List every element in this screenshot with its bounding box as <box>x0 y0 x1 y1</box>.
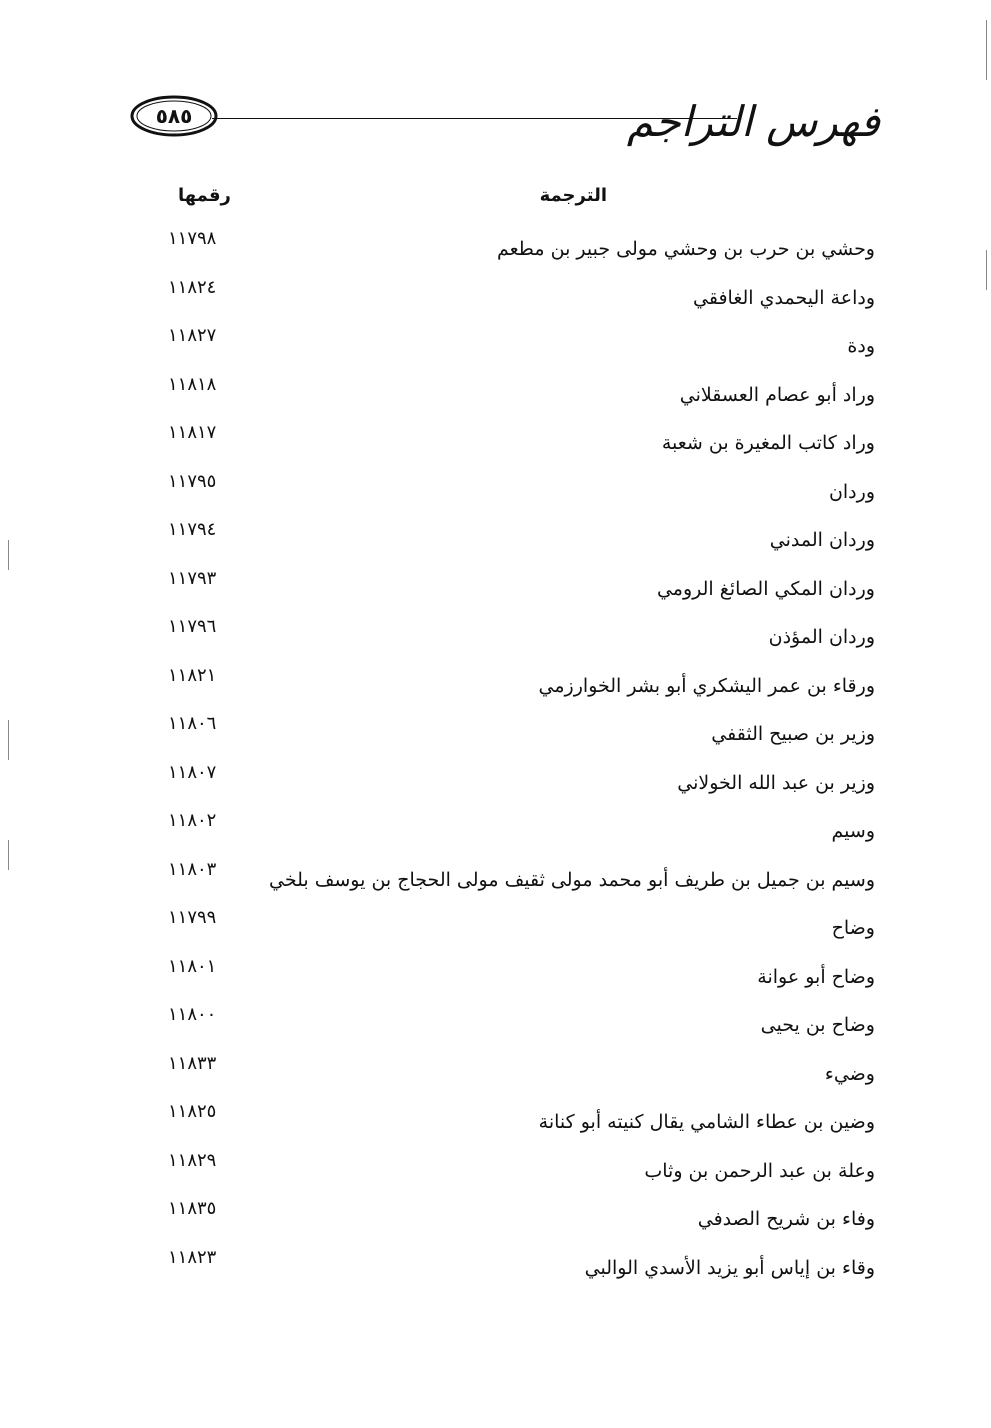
margin-mark <box>986 20 987 80</box>
entry-name: وردان المدني <box>769 529 875 551</box>
entry-name: وزير بن عبد الله الخولاني <box>677 771 875 794</box>
list-item <box>130 705 875 754</box>
entry-name: وضاح أبو عوانة <box>757 965 875 988</box>
entry-name: وردان <box>828 480 875 503</box>
entry-number: ١١٨٠٧ <box>168 761 217 783</box>
entry-number: ١١٧٩٥ <box>168 470 217 492</box>
list-item <box>130 560 875 609</box>
list-item <box>130 851 875 900</box>
list-item <box>130 802 875 851</box>
list-item <box>130 1093 875 1142</box>
list-item <box>130 463 875 512</box>
list-item <box>130 754 875 803</box>
page-title: فهرس التراجم <box>626 97 880 146</box>
entry-name: وضيء <box>824 1062 875 1085</box>
entry-number: ١١٨٣٥ <box>168 1198 217 1219</box>
entry-number: ١١٨٢٤ <box>168 276 217 298</box>
entry-number: ١١٧٩٣ <box>168 567 217 589</box>
column-header-number: رقمها <box>178 185 231 206</box>
list-item <box>130 657 875 706</box>
list-item <box>130 269 875 318</box>
entry-name: وداعة اليحمدي الغافقي <box>693 286 875 309</box>
entry-number: ١١٨٣٣ <box>168 1052 217 1074</box>
list-item <box>130 948 875 997</box>
list-item <box>130 511 875 560</box>
entry-name: ودة <box>847 335 875 357</box>
entry-number: ١١٨٢٥ <box>168 1101 217 1122</box>
entry-list <box>130 220 875 1287</box>
entry-name: وسيم <box>831 820 875 842</box>
entry-number: ١١٨٢١ <box>168 664 217 686</box>
entry-number: ١١٨٠٣ <box>168 858 217 880</box>
entry-name: وفاء بن شريح الصدفي <box>697 1208 875 1230</box>
entry-number: ١١٨١٧ <box>168 422 217 443</box>
entry-number: ١١٧٩٤ <box>168 519 217 540</box>
entry-number: ١١٧٩٨ <box>168 228 217 249</box>
header-rule <box>212 118 737 119</box>
margin-mark <box>986 250 987 290</box>
entry-number: ١١٨٠١ <box>168 955 217 977</box>
entry-number: ١١٨١٨ <box>168 373 217 395</box>
list-item <box>130 1190 875 1239</box>
entry-number: ١١٨٢٩ <box>168 1149 217 1171</box>
entry-name: وراد أبو عصام العسقلاني <box>679 383 875 406</box>
page-header <box>120 88 880 168</box>
list-item <box>130 366 875 415</box>
margin-mark <box>8 720 9 760</box>
entry-name: وحشي بن حرب بن وحشي مولى جبير بن مطعم <box>497 238 875 260</box>
entry-number: ١١٨٢٣ <box>168 1246 217 1268</box>
entry-name: وضاح بن يحيى <box>760 1014 875 1036</box>
entry-name: وعلة بن عبد الرحمن بن وثاب <box>644 1159 875 1182</box>
entry-name: وردان المؤذن <box>768 626 875 648</box>
entry-name: وضين بن عطاء الشامي يقال كنيته أبو كنانة <box>538 1111 875 1133</box>
entry-number: ١١٨٠٢ <box>168 810 217 831</box>
page-number-badge <box>130 94 218 138</box>
list-item <box>130 1045 875 1094</box>
list-item <box>130 220 875 269</box>
entry-name: وسيم بن جميل بن طريف أبو محمد مولى ثقيف مولى الحجاج بن يوسف بلخي <box>269 868 875 891</box>
list-item <box>130 996 875 1045</box>
entry-name: وردان المكي الصائغ الرومي <box>656 577 875 600</box>
entry-name: ورقاء بن عمر اليشكري أبو بشر الخوارزمي <box>538 674 875 697</box>
list-item <box>130 608 875 657</box>
list-item <box>130 317 875 366</box>
margin-mark <box>8 540 9 570</box>
page-number: ٥٨٥ <box>155 104 193 128</box>
column-header-name: الترجمة <box>539 185 607 206</box>
entry-name: وقاء بن إياس أبو يزيد الأسدي الوالبي <box>584 1256 875 1279</box>
entry-number: ١١٧٩٩ <box>168 907 217 928</box>
list-item <box>130 899 875 948</box>
list-item <box>130 414 875 463</box>
entry-name: وراد كاتب المغيرة بن شعبة <box>661 432 875 454</box>
margin-mark <box>8 840 9 870</box>
entry-name: وزير بن صبيح الثقفي <box>711 723 875 745</box>
entry-number: ١١٨٠٠ <box>168 1004 217 1025</box>
entry-number: ١١٨٢٧ <box>168 325 217 346</box>
entry-number: ١١٧٩٦ <box>168 616 217 637</box>
entry-number: ١١٨٠٦ <box>168 713 217 734</box>
list-item <box>130 1142 875 1191</box>
entry-name: وضاح <box>831 917 875 939</box>
list-item <box>130 1239 875 1288</box>
